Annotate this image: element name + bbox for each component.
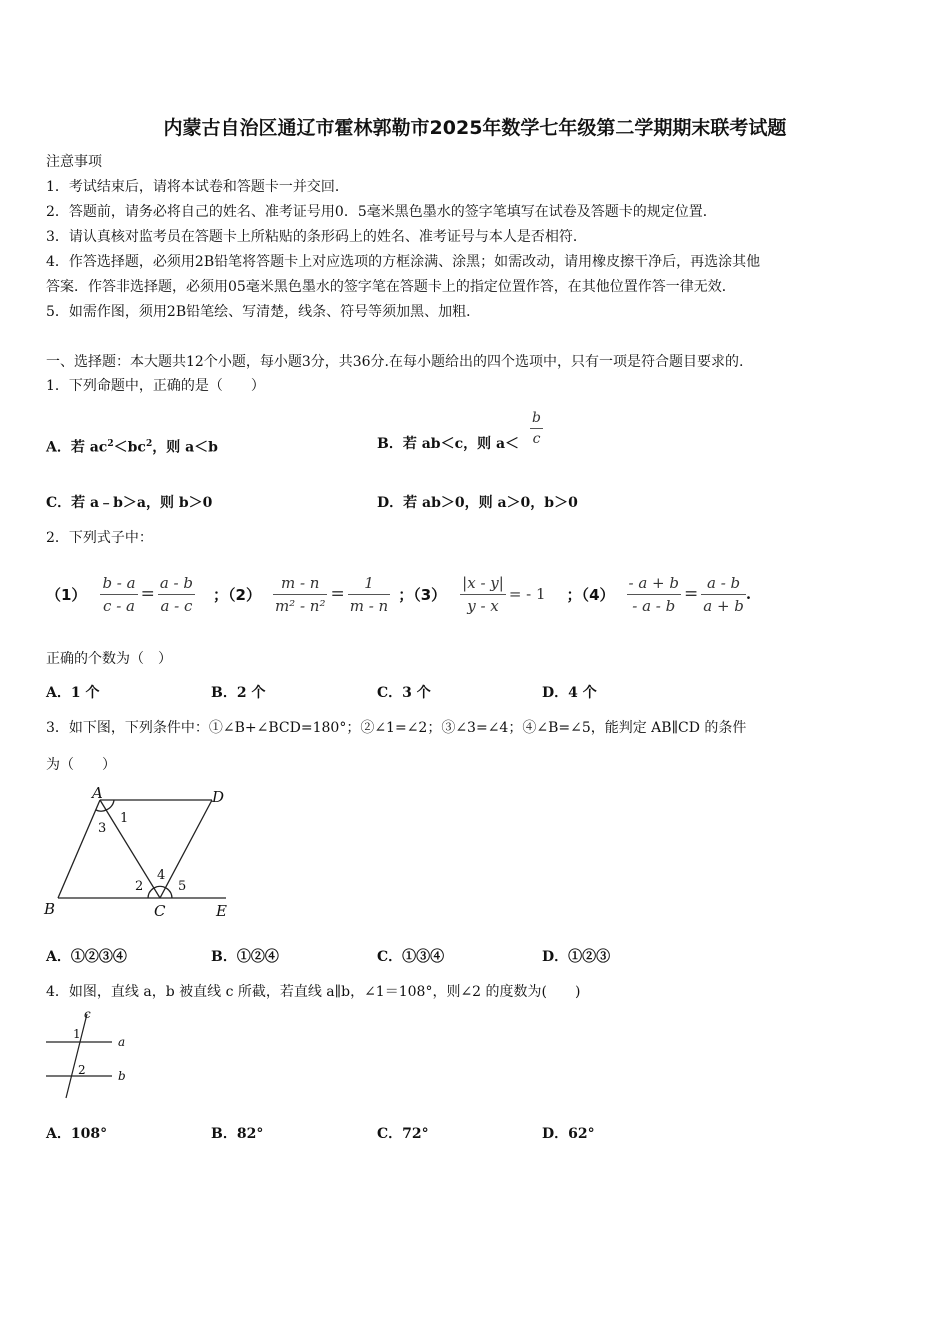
q3-option-c[interactable]: C．①③④ [377,949,445,965]
equals-sign: = [140,584,155,604]
q2-end: . [745,585,752,603]
q1-option-b[interactable] [377,434,519,454]
label-d: D [212,788,225,806]
q2-sep-3: ；（ [566,585,590,604]
notice-item: 3．请认真核对监考员在答题卡上所粘贴的条形码上的姓名、准考证号与本人是否相符． [46,229,587,245]
q3-option-a[interactable]: A．①②③④ [46,949,127,965]
q2-option-c[interactable]: C．3 个 [377,685,431,701]
q1-b-den: c [532,431,541,447]
q3-figure-parallelogram [40,782,240,922]
q1-a-sup2: 2 [145,439,153,449]
q2-frac-3-rhs: = - 1 [508,585,546,603]
q1-a-mid: ＜bc [113,439,146,456]
q1-stem: 1．下列命题中，正确的是（ ） [46,378,265,394]
label-c: C [154,902,166,920]
q2-label-2: 2） [235,585,261,604]
section-heading: 一、选择题：本大题共12个小题，每小题3分，共36分.在每小题给出的四个选项中，只有一项是符合题目要求的. [46,354,744,370]
q4-stem: 4．如图，直线 a，b 被直线 c 所截，若直线 a∥b，∠1＝108°，则∠2 的度数为( ) [46,984,581,1000]
line-ac [100,800,160,898]
q2-frac-4a: $\frac{- a + b}{- a - b}$ [628,573,679,615]
q3-option-b[interactable]: B．①②④ [211,949,279,965]
label-b: B [44,900,56,918]
equals-sign: = [684,584,699,604]
q2-label-4: 4） [589,585,615,604]
q4-option-c[interactable]: C．72° [377,1126,429,1142]
notice-item: 5．如需作图，须用2B铅笔绘、写清楚，线条、符号等须加黑、加粗． [46,304,481,320]
q3-stem-line1: 3．如下图，下列条件中：①∠B+∠BCD=180°；②∠1=∠2；③∠3=∠4；④∠B=∠5，能判定 AB∥CD 的条件 [46,720,747,736]
q2-option-a[interactable]: A．1 个 [46,685,100,701]
q3-option-d[interactable]: D．①②③ [542,949,611,965]
notice-item: 答案．作答非选择题，必须用05毫米黑色墨水的签字笔在答题卡上的指定位置作答，在其他位置作答一律无效． [46,279,736,295]
arc-angle-2 [148,888,154,898]
q4-option-d[interactable]: D．62° [542,1126,595,1142]
label-c: c [84,1008,91,1021]
notice-item: 4．作答选择题，必须用2B铅笔将答题卡上对应选项的方框涂满、涂黑；如需改动，请用橡皮擦干净后，再选涂其他 [46,254,761,270]
arc-angle-1 [106,800,114,810]
q2-ask: 正确的个数为（ ） [46,651,172,667]
q2-frac-3: $\frac{|x - y|}{y - x}$ [462,573,504,615]
q1-a-pre: A．若 ac [46,439,108,456]
q2-frac-2a: $\frac{m - n}{\text{m² - n²}}$ [274,573,326,615]
label-e: E [216,902,227,920]
label-angle-1: 1 [120,811,129,826]
notice-item: 1．考试结束后，请将本试卷和答题卡一并交回． [46,179,349,195]
equals-sign: = [330,584,345,604]
q2-frac-1b: $\frac{a - b}{a - c}$ [159,573,193,615]
q1-b-pre: B．若 ab＜c，则 a＜ [377,436,520,452]
q2-frac-4b: $\frac{a - b}{a + b}$ [703,573,744,615]
q1-a-sup1: 2 [107,439,114,449]
label-angle-1: 1 [73,1027,81,1041]
label-a: A [92,784,103,802]
q2-option-d[interactable]: D．4 个 [542,685,597,701]
q2-frac-2b: $\frac{1}{m - n}$ [349,573,389,615]
label-angle-2: 2 [78,1063,86,1077]
q4-option-a[interactable]: A．108° [46,1126,108,1142]
q2-option-b[interactable]: B．2 个 [211,685,266,701]
q1-b-fraction [530,410,543,447]
q1-option-d[interactable]: D．若 ab＞0，则 a＞0，b＞0 [377,495,578,511]
page-title: 内蒙古自治区通辽市霍林郭勒市2025年数学七年级第二学期期末联考试题 [163,117,787,139]
q2-label-3: 3） [420,585,447,604]
arc-angle-5 [166,888,172,898]
label-angle-5: 5 [178,879,187,894]
q1-option-c[interactable]: C．若 a﹣b＞a，则 b＞0 [46,495,213,511]
notice-heading: 注意事项 [46,154,102,170]
q1-option-a[interactable] [46,434,218,458]
q2-sep-2: ；（ [398,585,421,604]
q2-label-1: （1） [46,585,87,604]
q1-b-num: b [530,410,543,429]
arc-angle-4 [154,886,166,888]
q2-expressions [46,566,751,622]
label-angle-4: 4 [157,868,166,883]
q2-sep-1: ；（ [213,585,236,604]
label-a: a [118,1035,126,1049]
q2-frac-1a: $\frac{b - a}{c - a}$ [102,573,136,615]
q4-option-b[interactable]: B．82° [211,1126,264,1142]
q4-figure-parallel-lines [40,1008,140,1104]
q2-stem: 2．下列式子中： [46,530,153,546]
label-angle-2: 2 [135,879,144,894]
notice-item: 2．答题前，请务必将自己的姓名、准考证号用0．5毫米黑色墨水的签字笔填写在试卷及答题卡的规定位置． [46,204,717,220]
line-ab [58,800,100,898]
label-b: b [118,1069,126,1083]
label-angle-3: 3 [98,821,107,836]
q1-a-post: ，则 a＜b [152,439,218,456]
q3-stem-line2: 为（ ） [46,757,116,773]
arc-angle-3 [96,810,106,811]
